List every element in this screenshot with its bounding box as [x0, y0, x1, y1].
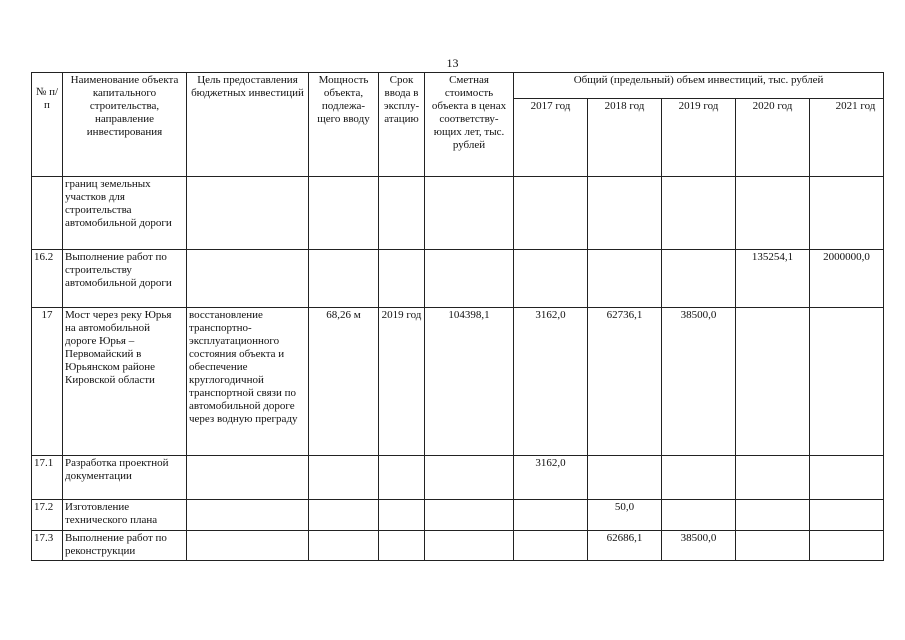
- cell-name: Изготовление технического плана: [63, 500, 187, 531]
- cell-2018: 62736,1: [588, 308, 662, 456]
- cell-2017: [514, 250, 588, 308]
- cell-term: 2019 год: [379, 308, 425, 456]
- cell-2020: [736, 177, 810, 250]
- cell-2021: [810, 308, 884, 456]
- cell-cost: [425, 250, 514, 308]
- cell-2020: [736, 531, 810, 561]
- cell-cost: [425, 500, 514, 531]
- table-row: [32, 308, 884, 456]
- cell-capacity: [309, 456, 379, 500]
- cell-capacity: [309, 177, 379, 250]
- cell-2021: [810, 177, 884, 250]
- cell-capacity: [309, 531, 379, 561]
- cell-purpose: [187, 456, 309, 500]
- header-year-2021: 2021 год: [810, 99, 884, 177]
- cell-num: 17.1: [32, 456, 63, 500]
- cell-num: 17.2: [32, 500, 63, 531]
- table-row: [32, 177, 884, 250]
- cell-capacity: [309, 250, 379, 308]
- table-row: [32, 250, 884, 308]
- cell-2019: [662, 177, 736, 250]
- cell-2021: 2000000,0: [810, 250, 884, 308]
- header-capacity: Мощность объекта, подлежа-щего вводу: [309, 73, 379, 177]
- cell-2018: [588, 177, 662, 250]
- cell-name: границ земельных участков для строительства автомобильной дороги: [63, 177, 187, 250]
- cell-2021: [810, 531, 884, 561]
- header-cost: Сметная стоимость объекта в ценах соответству-ющих лет, тыс. рублей: [425, 73, 514, 177]
- cell-term: [379, 531, 425, 561]
- header-year-2020: 2020 год: [736, 99, 810, 177]
- cell-purpose: [187, 500, 309, 531]
- cell-capacity: [309, 500, 379, 531]
- cell-2018: [588, 250, 662, 308]
- cell-2020: [736, 456, 810, 500]
- cell-2017: 3162,0: [514, 456, 588, 500]
- cell-term: [379, 250, 425, 308]
- header-total-investment: Общий (предельный) объем инвестиций, тыс. рублей: [514, 73, 884, 99]
- cell-name: Мост через реку Юрья на автомобильной дороге Юрья – Первомайский в Юрьянском районе Кировской области: [63, 308, 187, 456]
- cell-name: Разработка проектной документации: [63, 456, 187, 500]
- cell-2020: 135254,1: [736, 250, 810, 308]
- cell-2018: 50,0: [588, 500, 662, 531]
- table-row: [32, 456, 884, 500]
- cell-2018: [588, 456, 662, 500]
- cell-cost: [425, 531, 514, 561]
- cell-2020: [736, 500, 810, 531]
- cell-term: [379, 456, 425, 500]
- cell-name: Выполнение работ по реконструкции: [63, 531, 187, 561]
- cell-2019: [662, 250, 736, 308]
- cell-cost: [425, 456, 514, 500]
- cell-purpose: [187, 177, 309, 250]
- cell-2020: [736, 308, 810, 456]
- investment-table: [31, 72, 884, 561]
- header-purpose: Цель предоставления бюджетных инвестиций: [187, 73, 309, 177]
- header-year-2017: 2017 год: [514, 99, 588, 177]
- cell-num: 17: [32, 308, 63, 456]
- cell-purpose: [187, 250, 309, 308]
- cell-num: 17.3: [32, 531, 63, 561]
- cell-2019: 38500,0: [662, 308, 736, 456]
- cell-2019: 38500,0: [662, 531, 736, 561]
- header-year-2018: 2018 год: [588, 99, 662, 177]
- cell-capacity: 68,26 м: [309, 308, 379, 456]
- cell-num: [32, 177, 63, 250]
- header-year-2019: 2019 год: [662, 99, 736, 177]
- cell-2018: 62686,1: [588, 531, 662, 561]
- cell-2017: [514, 531, 588, 561]
- page-number: 13: [446, 56, 459, 70]
- header-name: Наименование объекта капитального строительства, направление инвестирования: [63, 73, 187, 177]
- cell-2017: [514, 177, 588, 250]
- cell-2017: 3162,0: [514, 308, 588, 456]
- table-row: [32, 500, 884, 531]
- cell-name: Выполнение работ по строительству автомобильной дороги: [63, 250, 187, 308]
- cell-2019: [662, 456, 736, 500]
- table-row: [32, 531, 884, 561]
- cell-cost: [425, 177, 514, 250]
- header-term: Срок ввода в эксплу-атацию: [379, 73, 425, 177]
- cell-2017: [514, 500, 588, 531]
- cell-cost: 104398,1: [425, 308, 514, 456]
- cell-2021: [810, 456, 884, 500]
- header-num: № п/п: [32, 73, 63, 177]
- cell-2019: [662, 500, 736, 531]
- cell-term: [379, 500, 425, 531]
- cell-purpose: [187, 531, 309, 561]
- cell-purpose: восстановление транспортно-эксплуатационного состояния объекта и обеспечение круглогодичной транспортной связи по автомобильной дороге через водную преграду: [187, 308, 309, 456]
- cell-num: 16.2: [32, 250, 63, 308]
- cell-term: [379, 177, 425, 250]
- cell-2021: [810, 500, 884, 531]
